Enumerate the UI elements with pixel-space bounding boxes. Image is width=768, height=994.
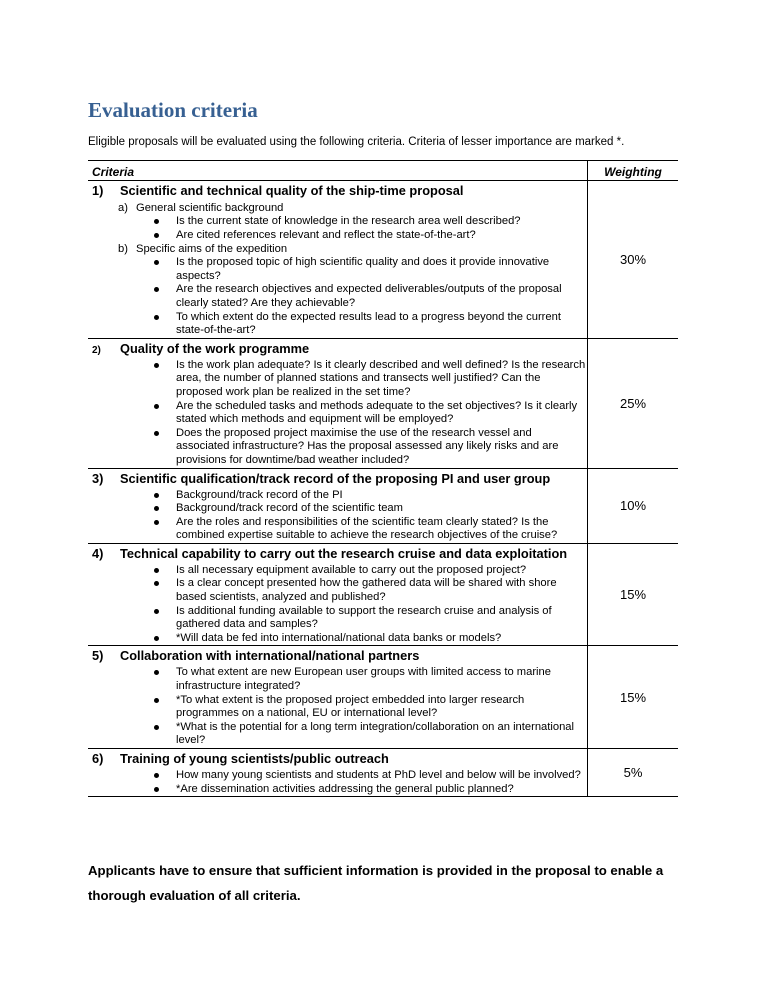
bullet-icon <box>154 787 159 792</box>
criterion-number: 5) <box>92 648 104 664</box>
bullet-item <box>88 283 587 310</box>
bullet-item <box>88 516 587 543</box>
bullet-icon <box>154 568 159 573</box>
criterion-row <box>88 543 678 646</box>
bullet-text: *To what extent is the proposed project embedded into larger research programmes on a national, EU or international level? <box>176 693 525 720</box>
bullet-text: To what extent are new European user groups with limited access to marine infrastructure integrated? <box>176 666 551 693</box>
bullet-icon <box>154 233 159 238</box>
bullet-text: Does the proposed project maximise the use of the research vessel and associated infrastructure? Has the proposal assessed any likely risks and are provisions for downtime/bad weather included? <box>176 426 559 466</box>
bullet-item <box>88 427 587 468</box>
bullet-list <box>88 215 587 242</box>
criterion-title-text: Technical capability to carry out the research cruise and data exploitation <box>120 545 568 561</box>
bullet-text: *What is the potential for a long term integration/collaboration on an international level? <box>176 720 575 747</box>
bullet-item <box>88 256 587 283</box>
bullet-icon <box>154 698 159 703</box>
bullet-text: Is the work plan adequate? Is it clearly described and well defined? Is the research area, the number of planned stations and transects well justified? Can the proposed work plan be realized in the set time? <box>176 358 586 398</box>
criterion-row <box>88 749 678 797</box>
criterion-title-text: Training of young scientists/public outreach <box>120 751 389 766</box>
bullet-item <box>88 489 587 503</box>
criterion-title <box>92 751 587 766</box>
bullet-list <box>88 769 587 796</box>
criterion-row <box>88 338 678 468</box>
bullet-icon <box>154 363 159 368</box>
bullet-icon <box>154 670 159 675</box>
bullet-text: Is additional funding available to support the research cruise and analysis of gathered data and samples? <box>176 604 552 631</box>
bullet-text: *Will data be fed into international/national data banks or models? <box>176 631 502 644</box>
bullet-icon <box>154 609 159 614</box>
subsection-title <box>118 242 587 256</box>
bullet-text: Are the roles and responsibilities of the scientific team clearly stated? Is the combined expertise suitable to achieve the research objectives of the cruise? <box>176 515 558 542</box>
bullet-text: *Are dissemination activities addressing the general public planned? <box>176 782 514 795</box>
criterion-number: 6) <box>92 751 104 766</box>
criterion-row <box>88 181 678 339</box>
bullet-item <box>88 502 587 516</box>
criteria-table <box>88 160 678 797</box>
weighting-value: 15% <box>588 646 679 749</box>
weighting-column-header: Weighting <box>588 161 679 181</box>
bullet-text: Is the proposed topic of high scientific quality and does it provide innovative aspects? <box>176 256 550 282</box>
criterion-row <box>88 646 678 749</box>
bullet-text: Is a clear concept presented how the gathered data will be shared with shore based scientists, analyzed and published? <box>176 577 557 604</box>
bullet-item <box>88 666 587 693</box>
criterion-title <box>92 648 587 663</box>
bullet-icon <box>154 287 159 292</box>
bullet-icon <box>154 260 159 265</box>
bullet-item <box>88 605 587 632</box>
bullet-list <box>88 489 587 543</box>
weighting-value: 10% <box>588 468 679 543</box>
bullet-list <box>88 256 587 338</box>
bullet-text: Is all necessary equipment available to carry out the proposed project? <box>176 563 527 576</box>
bullet-icon <box>154 219 159 224</box>
bullet-item <box>88 359 587 400</box>
bullet-text: Background/track record of the scientific team <box>176 502 403 515</box>
bullet-icon <box>154 520 159 525</box>
bullet-icon <box>154 315 159 320</box>
criterion-cell <box>88 543 588 646</box>
bullet-icon <box>154 725 159 730</box>
bullet-text: How many young scientists and students at PhD level and below will be involved? <box>176 769 581 781</box>
bullet-item <box>88 577 587 604</box>
bullet-text: To which extent do the expected results lead to a progress beyond the current state-of-the-art? <box>176 310 561 337</box>
table-header-row <box>88 161 678 181</box>
bullet-item <box>88 215 587 229</box>
bullet-icon <box>154 773 159 778</box>
bullet-item <box>88 400 587 427</box>
subsection-title <box>118 201 587 215</box>
criterion-cell <box>88 468 588 543</box>
subsection-title-text: Specific aims of the expedition <box>136 243 288 256</box>
bullet-item <box>88 721 587 748</box>
weighting-value: 25% <box>588 338 679 468</box>
bullet-item <box>88 632 587 646</box>
bullet-item <box>88 694 587 721</box>
bullet-text: Background/track record of the PI <box>176 488 343 501</box>
bullet-icon <box>154 506 159 511</box>
bullet-list <box>88 666 587 748</box>
bullet-item <box>88 311 587 338</box>
bullet-icon <box>154 431 159 436</box>
bullet-item <box>88 769 587 783</box>
bullet-text: Are cited references relevant and reflect the state-of-the-art? <box>176 228 476 241</box>
criterion-title <box>92 183 587 198</box>
criterion-cell <box>88 338 588 468</box>
criterion-number: 4) <box>92 545 104 561</box>
subsection-title-text: General scientific background <box>136 202 284 214</box>
criteria-column-header: Criteria <box>88 161 588 181</box>
criterion-number: 3) <box>92 470 104 486</box>
bullet-text: Are the research objectives and expected deliverables/outputs of the proposal clearly stated? Are they achievable? <box>176 283 562 309</box>
bullet-list <box>88 359 587 468</box>
criterion-title-text: Scientific qualification/track record of the proposing PI and user group <box>120 470 551 486</box>
criterion-number: 2) <box>92 344 101 356</box>
intro-text: Eligible proposals will be evaluated using the following criteria. Criteria of lesser importance are marked *. <box>88 136 625 148</box>
footer-note: Applicants have to ensure that sufficient information is provided in the proposal to enable a thorough evaluation of all criteria. <box>88 863 664 903</box>
criterion-row <box>88 468 678 543</box>
criterion-title-text: Scientific and technical quality of the ship-time proposal <box>120 183 464 198</box>
weighting-value: 5% <box>588 749 679 797</box>
criterion-number: 1) <box>92 183 104 198</box>
criterion-title-text: Quality of the work programme <box>120 340 310 356</box>
weighting-value: 30% <box>588 181 679 339</box>
bullet-list <box>88 564 587 646</box>
criterion-title-text: Collaboration with international/national partners <box>120 648 420 664</box>
bullet-icon <box>154 581 159 586</box>
criterion-cell <box>88 646 588 749</box>
subsection-label: a) <box>118 202 128 214</box>
criterion-title <box>92 546 587 561</box>
bullet-text: Is the current state of knowledge in the research area well described? <box>176 215 521 227</box>
weighting-value: 15% <box>588 543 679 646</box>
bullet-text: Are the scheduled tasks and methods adequate to the set objectives? Is it clearly stated which methods and equipment will be employed? <box>176 399 578 426</box>
page-heading: Evaluation criteria <box>88 98 258 122</box>
bullet-item <box>88 229 587 243</box>
criterion-cell <box>88 181 588 339</box>
bullet-icon <box>154 404 159 409</box>
bullet-item <box>88 564 587 578</box>
bullet-icon <box>154 636 159 641</box>
criterion-cell <box>88 749 588 797</box>
criterion-title <box>92 471 587 486</box>
bullet-item <box>88 783 587 797</box>
subsection-label: b) <box>118 243 128 256</box>
bullet-icon <box>154 493 159 498</box>
criteria-body <box>88 181 678 797</box>
criterion-title <box>92 341 587 356</box>
